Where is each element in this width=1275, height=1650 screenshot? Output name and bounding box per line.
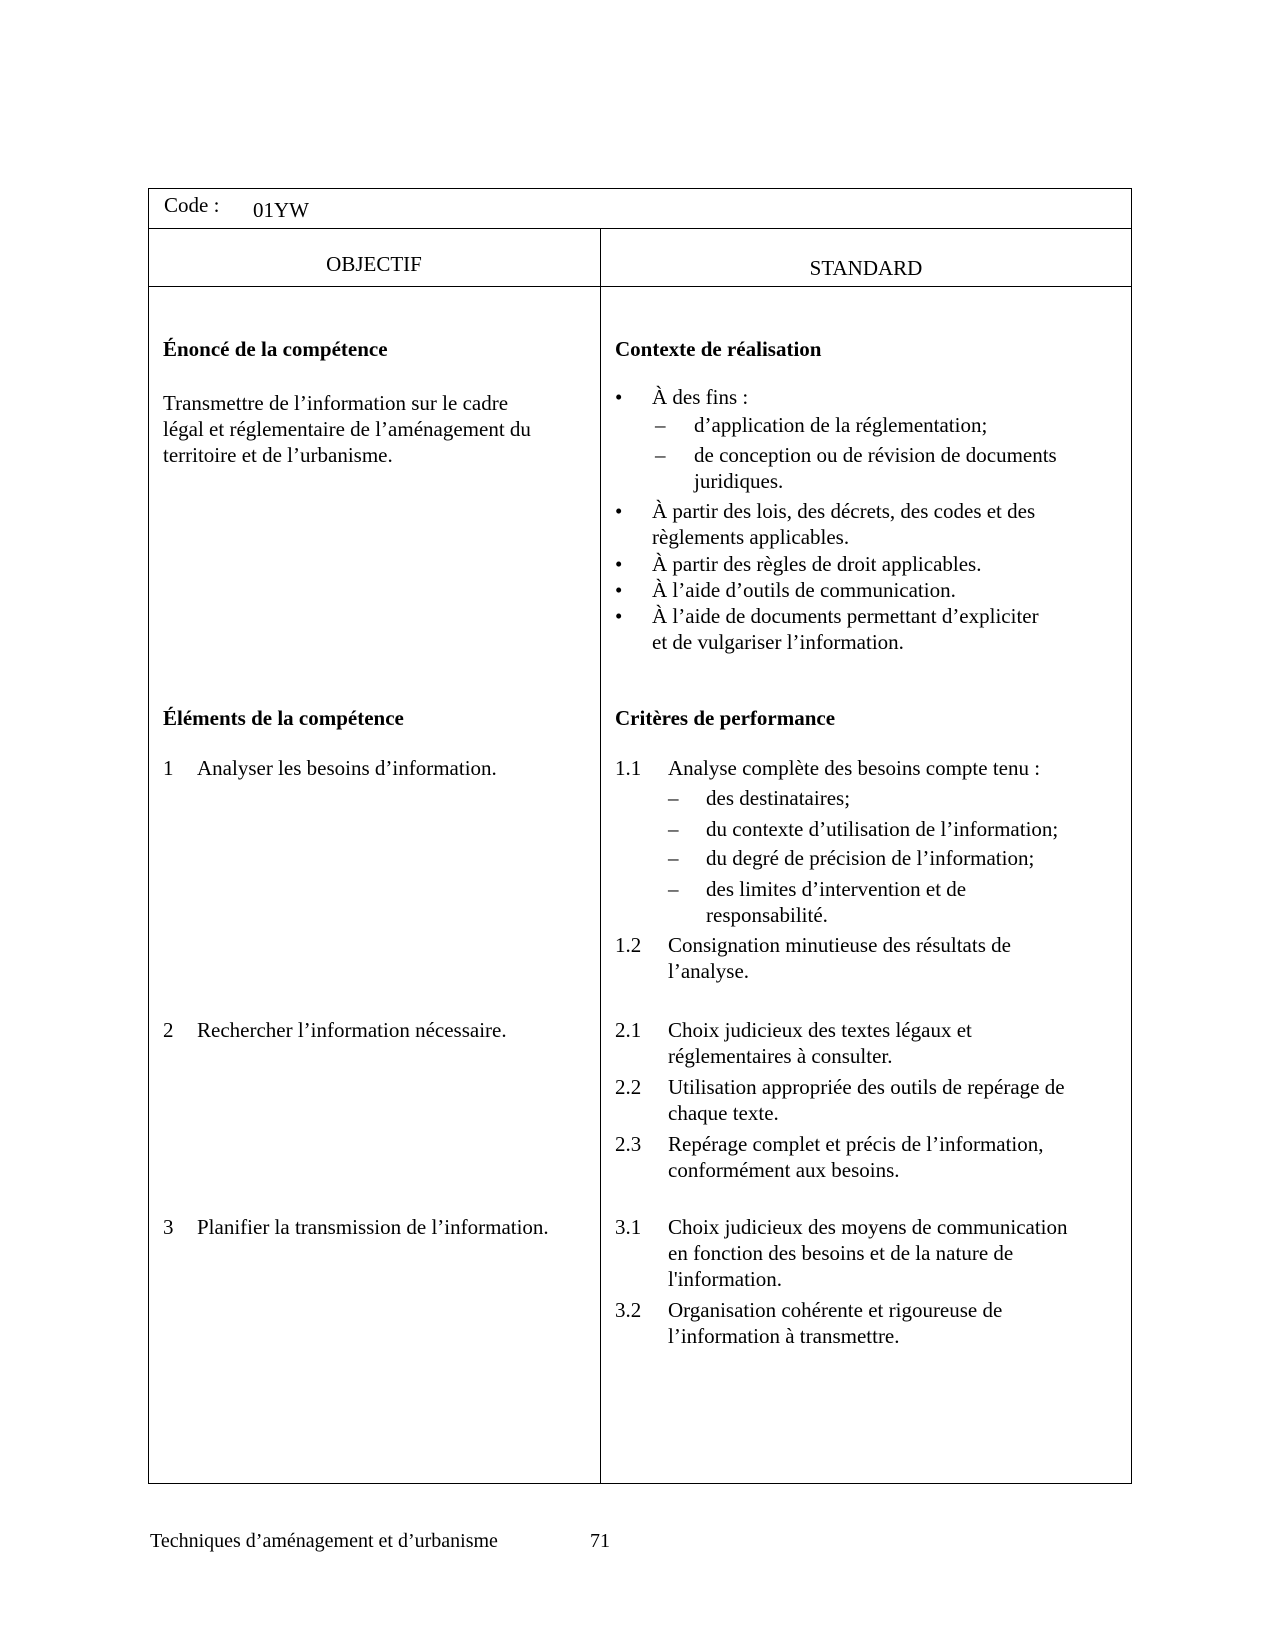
dash-icon: – — [668, 817, 679, 841]
critere-text: Choix judicieux des textes légaux et — [668, 1018, 972, 1042]
critere-number: 1.2 — [615, 933, 642, 957]
bullet-icon: • — [615, 552, 623, 576]
contexte-bullet: À l’aide d’outils de communication. — [652, 578, 956, 602]
critere-text-cont: chaque texte. — [668, 1101, 779, 1125]
critere-dash-item: du degré de précision de l’information; — [706, 846, 1035, 870]
element-text: Rechercher l’information nécessaire. — [197, 1018, 507, 1042]
elements-title: Éléments de la compétence — [163, 706, 404, 730]
bullet-icon: • — [615, 385, 623, 409]
critere-text-cont: l’information à transmettre. — [668, 1324, 900, 1348]
critere-dash-item: du contexte d’utilisation de l’information; — [706, 817, 1059, 841]
dash-icon: – — [668, 786, 679, 810]
critere-text-cont: l’analyse. — [668, 959, 750, 983]
contexte-dash-item: d’application de la réglementation; — [694, 413, 988, 437]
bullet-icon: • — [615, 578, 623, 602]
contexte-bullet: À l’aide de documents permettant d’expliciter — [652, 604, 1039, 628]
column-header-divider — [148, 286, 1132, 287]
element-number: 1 — [163, 756, 174, 780]
critere-text: Choix judicieux des moyens de communication — [668, 1215, 1068, 1239]
critere-number: 3.2 — [615, 1298, 642, 1322]
standard-header: STANDARD — [809, 256, 923, 280]
footer-title: Techniques d’aménagement et d’urbanisme — [150, 1530, 498, 1552]
dash-icon: – — [655, 443, 666, 467]
critere-number: 1.1 — [615, 756, 642, 780]
column-divider — [600, 228, 601, 1484]
critere-text-cont: en fonction des besoins et de la nature de — [668, 1241, 1014, 1265]
enonce-title: Énoncé de la compétence — [163, 337, 388, 361]
critere-dash-item: des limites d’intervention et de — [706, 877, 967, 901]
contexte-dash-item: de conception ou de révision de documents — [694, 443, 1057, 467]
contexte-bullet: À des fins : — [652, 385, 749, 409]
critere-text-cont: conformément aux besoins. — [668, 1158, 900, 1182]
critere-text-cont: l'information. — [668, 1267, 783, 1291]
enonce-line: légal et réglementaire de l’aménagement du — [163, 417, 531, 441]
element-text: Analyser les besoins d’information. — [197, 756, 497, 780]
critere-text: Repérage complet et précis de l’information, — [668, 1132, 1044, 1156]
contexte-bullet-cont: et de vulgariser l’information. — [652, 630, 904, 654]
contexte-title: Contexte de réalisation — [615, 337, 822, 361]
dash-icon: – — [655, 413, 666, 437]
element-number: 3 — [163, 1215, 174, 1239]
dash-icon: – — [668, 877, 679, 901]
contexte-bullet: À partir des lois, des décrets, des codes et des — [652, 499, 1036, 523]
contexte-dash-item-cont: juridiques. — [694, 469, 784, 493]
contexte-bullet: À partir des règles de droit applicables. — [652, 552, 982, 576]
critere-text: Utilisation appropriée des outils de repérage de — [668, 1075, 1065, 1099]
enonce-line: territoire et de l’urbanisme. — [163, 443, 393, 467]
code-label: Code : — [164, 193, 220, 217]
criteres-title: Critères de performance — [615, 706, 836, 730]
dash-icon: – — [668, 846, 679, 870]
critere-dash-item-cont: responsabilité. — [706, 903, 828, 927]
critere-number: 2.1 — [615, 1018, 642, 1042]
bullet-icon: • — [615, 604, 623, 628]
critere-text: Analyse complète des besoins compte tenu : — [668, 756, 1041, 780]
critere-number: 3.1 — [615, 1215, 642, 1239]
page-number: 71 — [590, 1530, 610, 1552]
enonce-line: Transmettre de l’information sur le cadre — [163, 391, 509, 415]
contexte-bullet-cont: règlements applicables. — [652, 525, 850, 549]
critere-number: 2.3 — [615, 1132, 642, 1156]
critere-text: Organisation cohérente et rigoureuse de — [668, 1298, 1003, 1322]
code-value: 01YW — [253, 198, 309, 222]
critere-dash-item: des destinataires; — [706, 786, 851, 810]
critere-text: Consignation minutieuse des résultats de — [668, 933, 1011, 957]
bullet-icon: • — [615, 499, 623, 523]
objectif-header: OBJECTIF — [326, 252, 422, 276]
element-number: 2 — [163, 1018, 174, 1042]
element-text: Planifier la transmission de l’information. — [197, 1215, 549, 1239]
critere-number: 2.2 — [615, 1075, 642, 1099]
header-divider — [148, 228, 1132, 229]
critere-text-cont: réglementaires à consulter. — [668, 1044, 893, 1068]
